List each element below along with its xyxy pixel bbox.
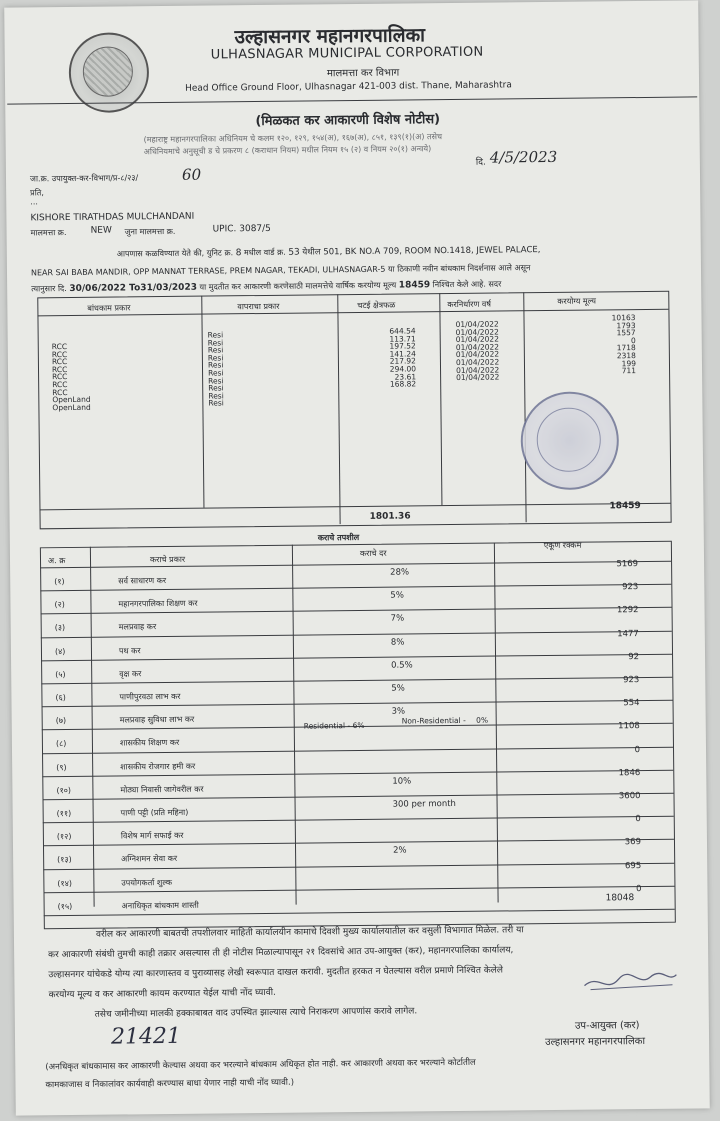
tax-table-title: कराचे तपशील — [317, 532, 360, 543]
intro-text-3: त्यानुसार दि. 30/06/2022 To31/03/2023 या मुदतीत कर आकारणी करणेसाठी मालमत्तेचे वार्षिक करयोग्य मूल्य 18459 निश्चित केले आहे. सदर — [31, 279, 502, 294]
value-cell: 711 — [621, 366, 637, 376]
handwritten-note: 21421 — [110, 1023, 182, 1050]
tax-row-number: (२) — [54, 600, 65, 610]
year-cell: 01/04/2022 — [455, 349, 500, 360]
date-label: दि. — [475, 157, 486, 168]
value-cell: 0 — [630, 335, 636, 345]
reference-number-label: जा.क्र. उपायुक्त-कर-विभाग/प्र-८/२३/ — [29, 173, 139, 184]
disclaimer-line-2: कामकाजास व निकालांवर कार्यवाही करण्यास बाधा येणार नाही याची नोंद घ्यावी.) — [45, 1077, 295, 1091]
tax-total-amount: 18048 — [605, 893, 635, 904]
construction-cell: OpenLand — [52, 394, 91, 405]
area-cell: 294.00 — [389, 364, 417, 374]
usage-cell: Resi — [207, 353, 224, 363]
tax-row-amount: 923 — [623, 675, 640, 686]
tax-row-amount: 923 — [622, 582, 639, 593]
footer-para-line-3: उल्हासनगर यांचेकडे योग्य त्या कारणास्तव व पुराव्यासह लेखी स्वरूपात दाखल करावी. मुदतीत हरकत न घेतल्यास वरील प्रमाणे निश्चित केलेले — [48, 965, 504, 981]
tax-row-type: वृक्ष कर — [119, 669, 142, 679]
tax-row-number: (१५) — [57, 902, 73, 912]
year-column — [456, 321, 500, 382]
construction-cell: RCC — [51, 357, 68, 367]
tax-row-amount: 92 — [628, 652, 640, 663]
tax-row-type: शासकीय रोजगार हमी कर — [120, 761, 196, 772]
old-property-no-label: जुना मालमत्ता क्र. — [124, 226, 176, 237]
tax-row-type: पथ कर — [118, 646, 141, 656]
corporation-seal-logo — [68, 32, 149, 113]
year-cell: 01/04/2022 — [455, 327, 499, 337]
org-name-english: ULHASNAGAR MUNICIPAL CORPORATION — [210, 44, 484, 63]
tax-row-number: (९) — [56, 763, 67, 773]
usage-cell: Resi — [207, 330, 224, 340]
year-cell: 01/04/2022 — [455, 334, 499, 345]
date-handwritten: 4/5/2023 — [489, 147, 558, 167]
tax-row-rate: 300 per month — [392, 798, 456, 810]
area-cell: 141.24 — [389, 349, 416, 359]
tax-row-amount: 1292 — [616, 605, 639, 616]
department-name: मालमत्ता कर विभाग — [326, 67, 400, 80]
prati-label: प्रति, — [30, 188, 44, 198]
year-cell: 01/04/2022 — [455, 357, 500, 367]
year-cell: 01/04/2022 — [455, 365, 500, 375]
property-no: NEW — [90, 225, 112, 236]
tax-row-number: (४) — [54, 647, 66, 657]
year-cell: 01/04/2022 — [455, 342, 500, 352]
tax-row-number: (१४) — [57, 879, 73, 889]
area-column — [348, 327, 417, 388]
area-cell: 197.52 — [389, 341, 416, 351]
usage-cell: Resi — [208, 368, 224, 378]
notice-ref-line-1: (महाराष्ट्र महानगरपालिका अधिनियम चे कलम १२०, १२९, १५४(अ), १६७(अ), ८५१, १३९(१)(अ) तसेच — [143, 132, 443, 145]
notice-title: (मिळकत कर आकारणी विशेष नोटीस) — [255, 112, 441, 130]
tax-row-amount: 1477 — [617, 629, 639, 640]
usage-cell: Resi — [207, 360, 224, 370]
col-header-year: करनिर्धारण वर्ष — [447, 299, 491, 310]
area-cell: 168.82 — [389, 379, 417, 389]
tax-row-type: सर्व साधारण कर — [118, 576, 167, 586]
total-value: 18459 — [609, 501, 641, 512]
area-cell: 217.92 — [389, 356, 416, 367]
tax-row-rate: 5% — [391, 683, 405, 694]
tax-row-rate: 28% — [390, 567, 410, 578]
col-header-usage: वापराचा प्रकार — [237, 301, 280, 312]
tax-row-number: (१) — [54, 577, 65, 587]
sign-title: उप-आयुक्त (कर) — [574, 1020, 640, 1032]
intro-text-1: आपणास कळविण्यात येते की, युनिट क्र. 8 मधील वार्ड क्र. 53 येथील 501, BK NO.A 709, ROOM NO.1418, JEWEL PALACE, — [116, 245, 541, 259]
construction-cell: RCC — [51, 364, 68, 374]
construction-cell: RCC — [52, 387, 68, 397]
residential-rate: Residential - 6% — [303, 720, 365, 731]
tax-row-number: (५) — [55, 670, 66, 680]
official-seal-stamp — [520, 391, 619, 490]
notice-ref-line-2: अधिनियमाचे अनुसूची ड चे प्रकरण ८ (कराधान नियम) मधील नियम १५ (२) व नियम २०(१) अन्वये) — [143, 144, 432, 157]
construction-cell: RCC — [52, 379, 68, 390]
footer-para-line-2: कर आकारणी संबंधी तुमची काही तक्रार असल्यास ती ही नोटीस मिळाल्यापासून २१ दिवसांचे आत उप-आयुक्त (कर), महानगरपालिका कार्यालय, — [48, 945, 514, 961]
tax-row-amount: 5169 — [616, 559, 639, 570]
footer-para-line-1: वरील कर आकारणी बाबतची तपशीलवार माहिती कार्यालयीन कामाचे दिवशी मुख्य कार्यालयातील कर वसुली विभागात मिळेल. तरी या — [95, 925, 524, 940]
value-cell: 2318 — [616, 351, 636, 361]
construction-cell: RCC — [52, 372, 68, 382]
sign-organisation: उल्हासनगर महानगरपालिका — [545, 1036, 646, 1049]
usage-column — [208, 331, 224, 407]
construction-cell: RCC — [51, 349, 68, 359]
tax-row-number: (७) — [55, 716, 67, 726]
col-header-value: करयोग्य मूल्य — [557, 296, 597, 306]
tax-row-type: पाणीपुरवठा लाभ कर — [119, 691, 181, 702]
col-header-area: चटई क्षेत्रफळ — [357, 300, 396, 310]
tax-row-number: (३) — [54, 623, 66, 633]
tax-col-header-amount: एकूण रक्कम — [543, 540, 582, 551]
tax-row-number: (१३) — [57, 855, 72, 865]
usage-cell: Resi — [207, 345, 224, 355]
tax-row-amount: 1846 — [618, 768, 641, 779]
value-cell: 199 — [621, 358, 637, 368]
org-name-marathi: उल्हासनगर महानगरपालिका — [234, 24, 426, 49]
footer-para-line-5: तसेच जमीनीच्या मालकी हक्काबाबत वाद उपस्थित झाल्यास त्याचे निराकरण आपणांस करावे लागेल. — [94, 1006, 418, 1020]
tax-row-rate: 5% — [390, 590, 404, 601]
tax-row-number: (६) — [55, 693, 66, 703]
tax-col-header-rate: कराचे दर — [359, 548, 387, 558]
tax-row-type: महानगरपालिका शिक्षण कर — [118, 598, 198, 609]
value-cell: 10163 — [611, 313, 636, 323]
area-cell: 644.54 — [389, 326, 416, 336]
tax-row-number: (१०) — [56, 786, 72, 796]
year-cell: 01/04/2022 — [456, 372, 500, 383]
construction-column — [52, 343, 91, 412]
tax-row-rate: 7% — [390, 613, 405, 624]
usage-cell: Resi — [208, 391, 224, 401]
area-cell: 113.71 — [389, 333, 416, 344]
tax-row-type: मोठ्या निवासी जागेवरील कर — [120, 784, 204, 795]
tax-row-amount: 0 — [634, 745, 641, 756]
reference-number-handwritten: 60 — [181, 165, 202, 184]
value-column — [587, 314, 636, 375]
tax-row-type: विशेष मार्ग सफाई कर — [120, 830, 184, 841]
usage-cell: Resi — [207, 337, 224, 348]
area-cell: 23.61 — [394, 371, 417, 382]
year-cell: 01/04/2022 — [455, 319, 499, 329]
disclaimer-line-1: (अनधिकृत बांधकामास कर आकारणी केल्यास अथवा कर भरल्याने बांधकाम अधिकृत होत नाही. कर आकारणी अथवा कर भरल्याने कोर्टातील — [45, 1057, 476, 1073]
construction-cell: RCC — [51, 342, 68, 352]
tax-col-header-type: कराचे प्रकार — [149, 554, 186, 565]
upic-number: UPIC. 3087/5 — [212, 223, 271, 235]
usage-cell: Resi — [208, 383, 224, 393]
tax-row-type: अनाधिकृत बांधकाम शास्ती — [121, 900, 199, 911]
tax-row-number: (८) — [55, 739, 67, 749]
tax-row-amount: 1108 — [618, 721, 640, 732]
usage-cell: Resi — [208, 398, 224, 408]
prati-dots: ... — [30, 197, 38, 207]
tax-row-amount: 0 — [636, 884, 642, 895]
intro-text-2: NEAR SAI BABA MANDIR, OPP MANNAT TERRASE, PREM NAGAR, TEKADI, ULHASNAGAR-5 या ठिकाणी नवीन बांधकाम निदर्शनास आले असून — [30, 263, 531, 278]
tax-row-type: मलप्रवाह सुविधा लाभ कर — [119, 714, 195, 725]
tax-row-amount: 369 — [624, 837, 642, 848]
tax-row-rate: 2% — [393, 845, 407, 856]
value-cell: 1793 — [616, 320, 636, 330]
head-office-address: Head Office Ground Floor, Ulhasnagar 421-003 dist. Thane, Maharashtra — [185, 80, 512, 94]
tax-row-amount: 695 — [624, 861, 642, 872]
tax-row-amount: 3600 — [618, 791, 641, 802]
usage-cell: Resi — [208, 375, 224, 386]
tax-row-rate: 3% — [391, 706, 406, 717]
tax-row-type: अग्निशमन सेवा कर — [121, 853, 178, 864]
tax-row-amount: 0 — [635, 814, 641, 825]
tax-row-rate: 8% — [390, 637, 405, 648]
value-cell: 1557 — [616, 328, 636, 338]
tax-row-type: उपयोगकर्ता शुल्क — [121, 877, 173, 888]
tax-row-rate: 10% — [392, 776, 412, 787]
construction-cell: OpenLand — [52, 402, 91, 412]
tax-row-type: पाणी पट्टी (प्रति महिना) — [120, 807, 189, 818]
total-area: 1801.36 — [369, 511, 411, 522]
col-header-construction: बांधकाम प्रकार — [87, 303, 131, 313]
notice-document — [4, 0, 710, 1115]
owner-name: KISHORE TIRATHDAS MULCHANDANI — [30, 211, 195, 224]
tax-row-rate: 0.5% — [391, 660, 413, 671]
property-no-label: मालमत्ता क्र. — [30, 228, 67, 238]
deputy-commissioner-signature — [580, 967, 680, 998]
nonresidential-rate: Non-Residential - 0% — [401, 715, 489, 726]
tax-row-number: (१२) — [56, 832, 72, 842]
tax-row-amount: 554 — [623, 698, 640, 709]
tax-row-type: मलप्रवाह कर — [118, 622, 157, 632]
tax-col-header-no: अ. क्र — [47, 556, 66, 566]
tax-row-type: शासकीय शिक्षण कर — [119, 737, 180, 748]
footer-para-line-4: करयोग्य मूल्य व कर आकारणी कायम करण्यात येईल याची नोंद घ्यावी. — [48, 987, 276, 1001]
tax-row-number: (११) — [56, 809, 72, 819]
value-cell: 1718 — [616, 343, 636, 353]
